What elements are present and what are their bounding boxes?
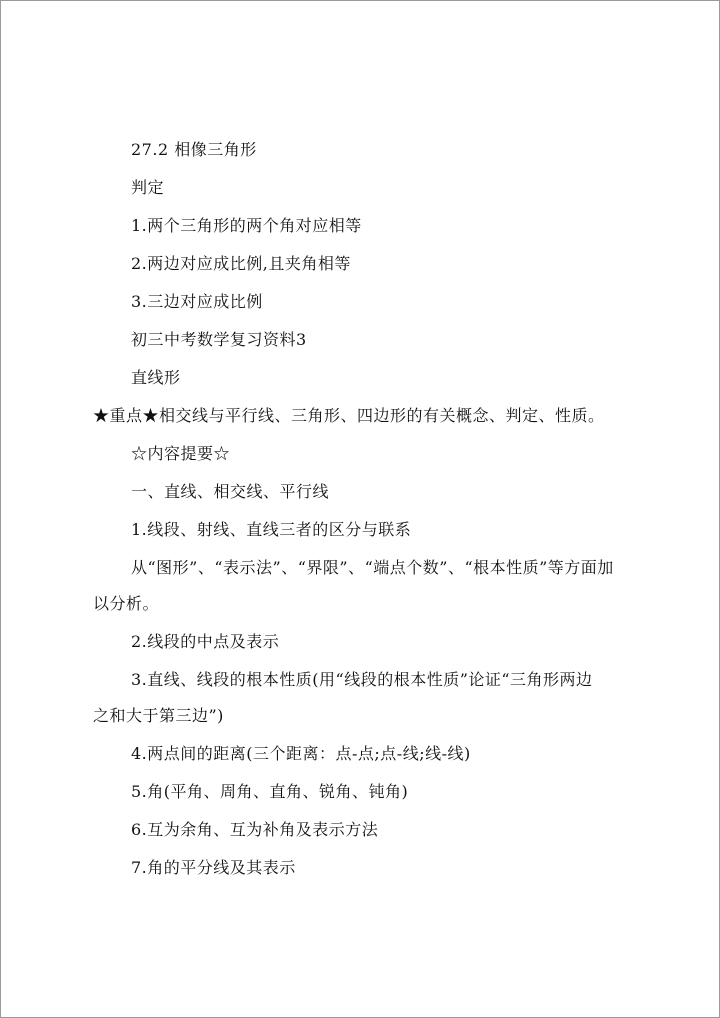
paragraph-analysis-line-2: 以分析。 — [93, 594, 160, 613]
subheading-criteria: 判定 — [131, 178, 165, 197]
paragraph-analysis-line-1: 从“图形”、“表示法”、“界限”、“端点个数”、“根本性质”等方面加 — [131, 558, 614, 577]
criterion-3: 3.三边对应成比例 — [131, 292, 263, 311]
document-body — [93, 131, 653, 887]
item-1: 1.线段、射线、直线三者的区分与联系 — [131, 520, 412, 539]
item-2: 2.线段的中点及表示 — [131, 632, 280, 651]
key-points-line: ★重点★相交线与平行线、三角形、四边形的有关概念、判定、性质。 — [93, 406, 605, 425]
part-one-heading: 一、直线、相交线、平行线 — [131, 482, 330, 501]
section-heading-similar-triangles: 27.2 相像三角形 — [131, 140, 257, 159]
topic-heading-rectilinear: 直线形 — [131, 368, 181, 387]
criterion-2: 2.两边对应成比例,且夹角相等 — [131, 254, 351, 273]
item-7: 7.角的平分线及其表示 — [131, 858, 296, 877]
content-summary-heading: ☆内容提要☆ — [131, 444, 231, 463]
item-6: 6.互为余角、互为补角及表示方法 — [131, 820, 379, 839]
item-3-line-1: 3.直线、线段的根本性质(用“线段的根本性质”论证“三角形两边 — [131, 670, 593, 689]
criterion-1: 1.两个三角形的两个角对应相等 — [131, 216, 362, 235]
item-4: 4.两点间的距离(三个距离：点-点;点-线;线-线) — [131, 744, 471, 763]
item-5: 5.角(平角、周角、直角、锐角、钝角) — [131, 782, 409, 801]
item-3-line-2: 之和大于第三边”) — [93, 706, 224, 725]
material-title: 初三中考数学复习资料3 — [131, 330, 307, 349]
